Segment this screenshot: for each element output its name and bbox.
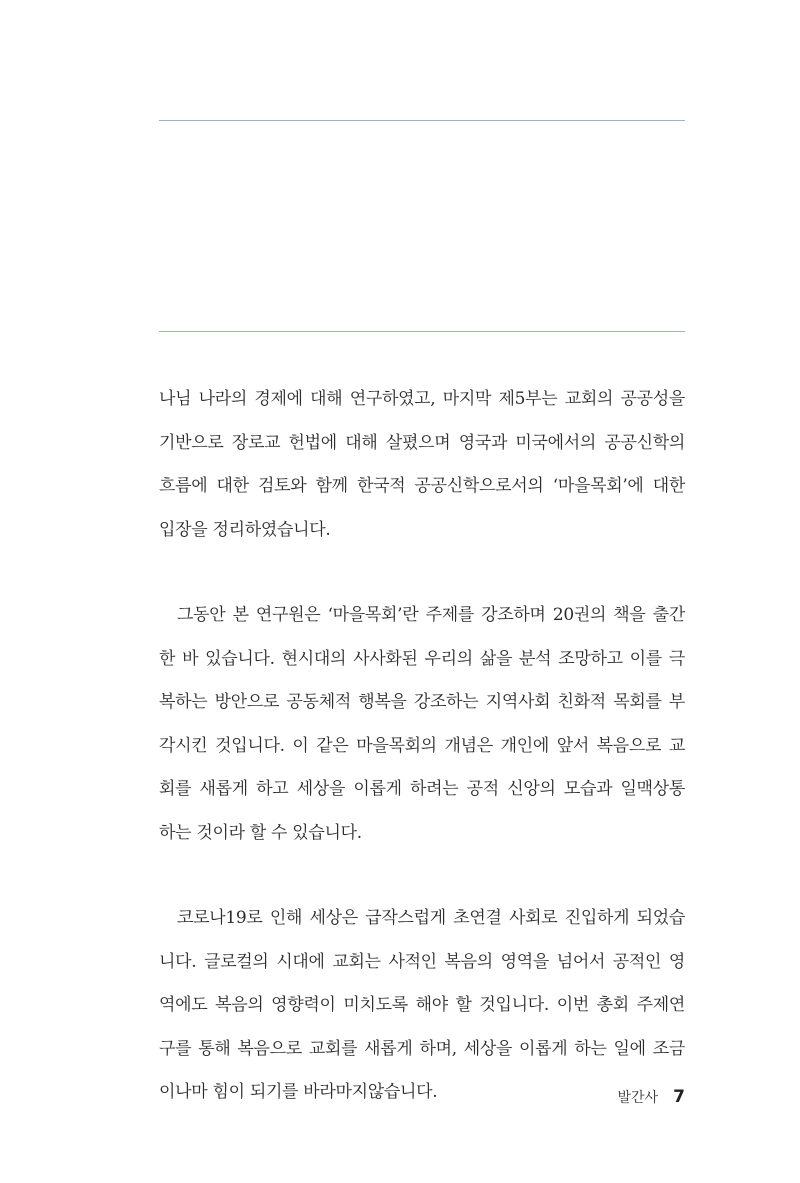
text-line: 하는 것이라 할 수 있습니다. bbox=[159, 822, 362, 843]
body-text bbox=[159, 378, 685, 1115]
paragraph-1 bbox=[159, 378, 685, 552]
page-number: 7 bbox=[673, 1087, 685, 1107]
section-label: 발간사 bbox=[617, 1090, 659, 1106]
text-line: 그동안 본 연구원은 ‘마을목회’란 주제를 강조하며 20권의 책을 출간 bbox=[177, 605, 685, 625]
bottom-divider bbox=[159, 331, 685, 332]
text-line: 복하는 방안으로 공동체적 행복을 강조하는 지역사회 친화적 목회를 부 bbox=[159, 692, 685, 712]
text-line: 흐름에 대한 검토와 함께 한국적 공공신학으로서의 ‘마을목회’에 대한 bbox=[159, 476, 685, 496]
text-line: 코로나19로 인해 세상은 급작스럽게 초연결 사회로 진입하게 되었습 bbox=[177, 908, 685, 928]
paragraph-2 bbox=[159, 594, 685, 855]
text-line: 역에도 복음의 영향력이 미치도록 해야 할 것입니다. 이번 총회 주제연 bbox=[159, 995, 685, 1015]
text-line: 니다. 글로컬의 시대에 교회는 사적인 복음의 영역을 넘어서 공적인 영 bbox=[159, 951, 685, 972]
paragraph-spacer bbox=[159, 552, 685, 594]
paragraph-spacer bbox=[159, 855, 685, 897]
top-divider bbox=[159, 120, 685, 121]
text-line: 회를 새롭게 하고 세상을 이롭게 하려는 공적 신앙의 모습과 일맥상통 bbox=[159, 779, 685, 799]
text-line: 각시킨 것입니다. 이 같은 마을목회의 개념은 개인에 앞서 복음으로 교 bbox=[159, 735, 685, 756]
text-line: 이나마 힘이 되기를 바라마지않습니다. bbox=[159, 1082, 438, 1102]
text-line: 나님 나라의 경제에 대해 연구하였고, 마지막 제5부는 교회의 공공성을 bbox=[159, 389, 685, 409]
paragraph-3 bbox=[159, 897, 685, 1115]
text-line: 한 바 있습니다. 현시대의 사사화된 우리의 삶을 분석 조망하고 이를 극 bbox=[159, 648, 685, 669]
text-line: 입장을 정리하였습니다. bbox=[159, 519, 331, 540]
page-footer bbox=[617, 1083, 685, 1111]
text-line: 구를 통해 복음으로 교회를 새롭게 하며, 세상을 이롭게 하는 일에 조금 bbox=[159, 1038, 685, 1059]
text-line: 기반으로 장로교 헌법에 대해 살폈으며 영국과 미국에서의 공공신학의 bbox=[159, 432, 685, 453]
